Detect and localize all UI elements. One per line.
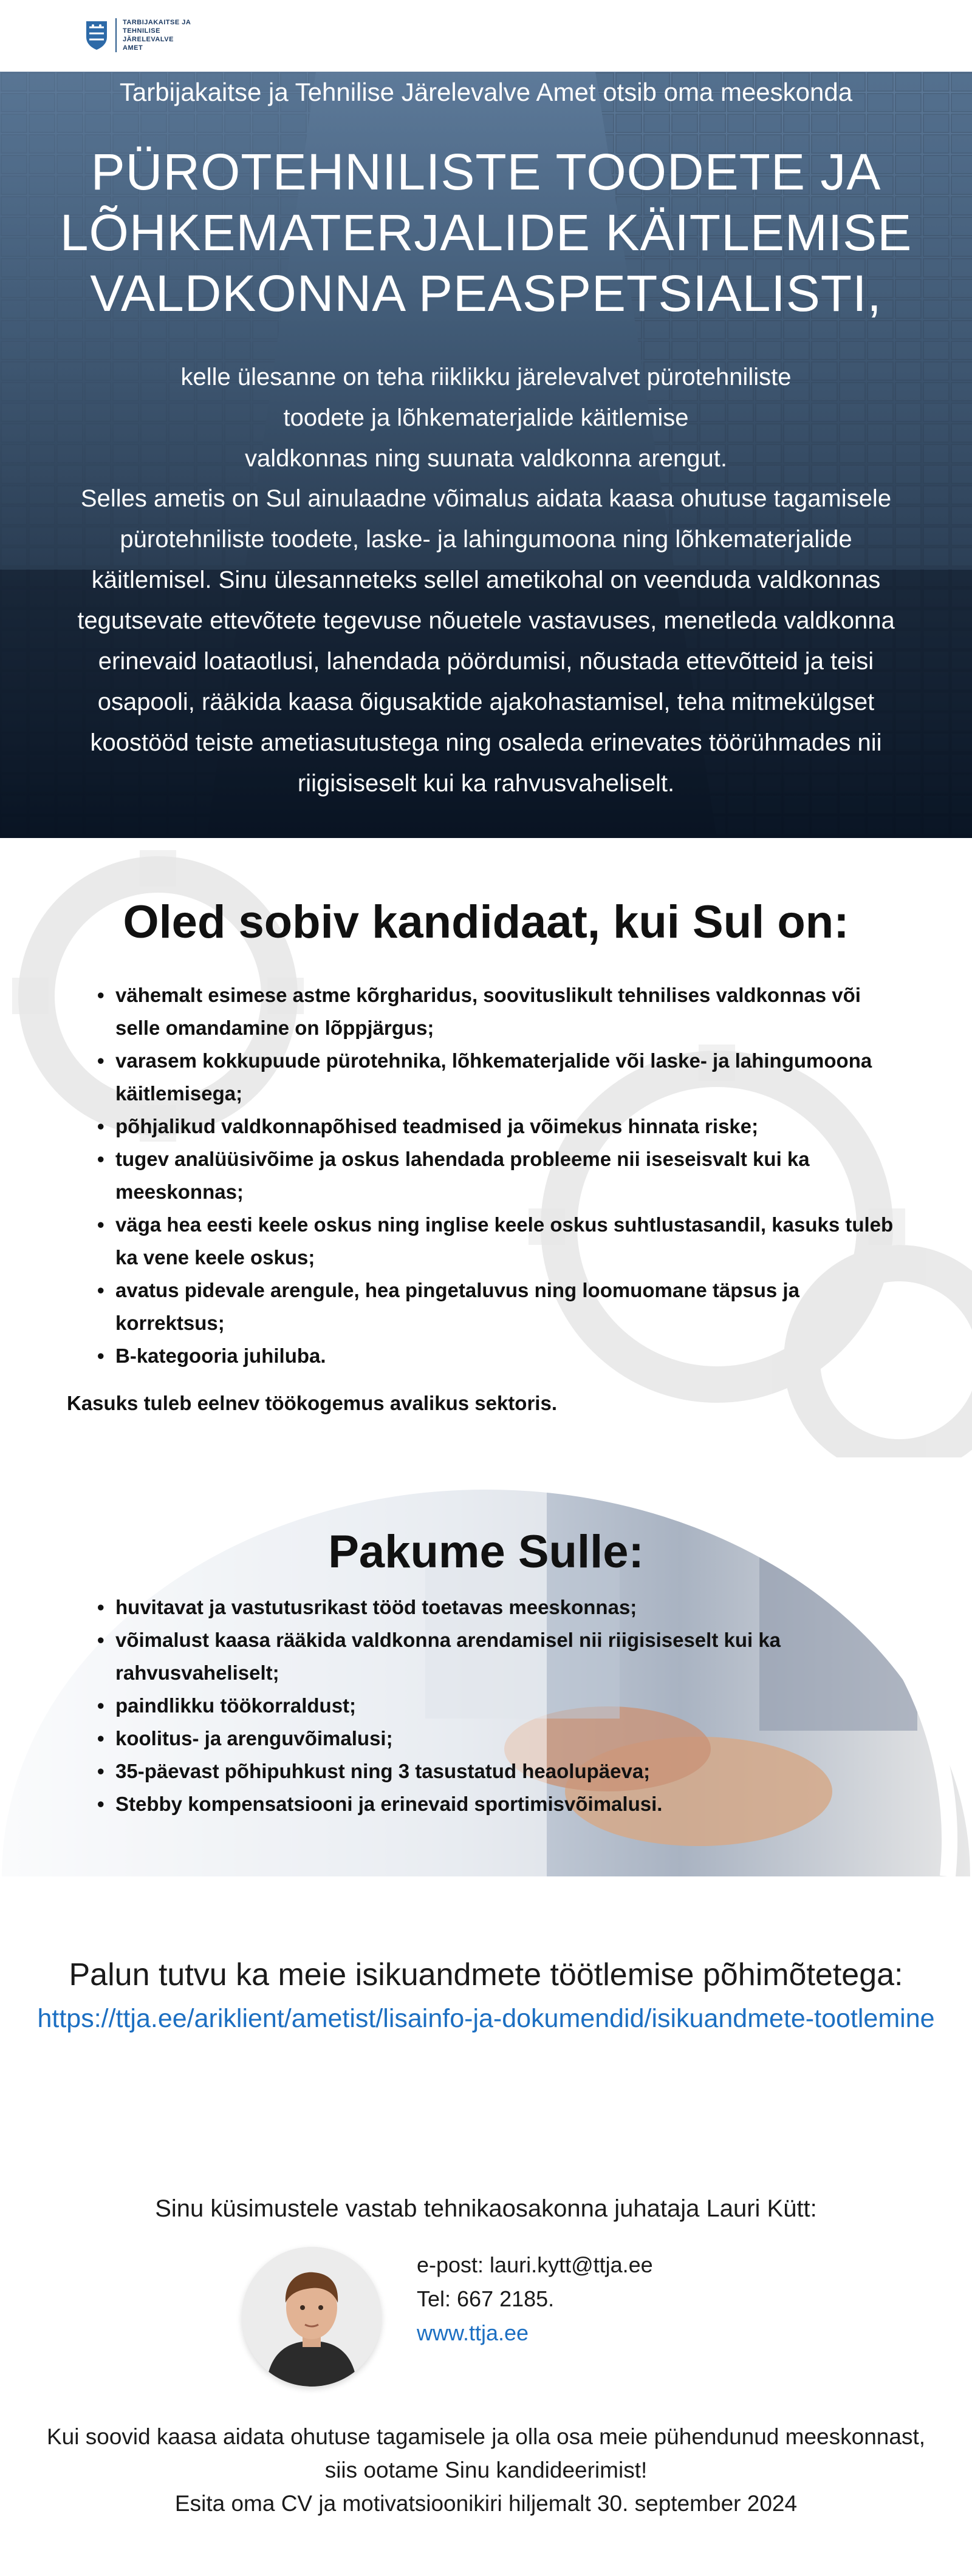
description-line: pürotehniliste toodete, laske- ja lahingumoona ning lõhkematerjalide — [120, 526, 852, 553]
top-bar — [0, 0, 972, 72]
list-item: • tugev analüüsivõime ja oskus lahendada probleeme nii iseseisvalt kui ka meeskonnas; — [97, 1143, 899, 1208]
closing-line: siis ootame Sinu kandideerimist! — [324, 2458, 648, 2482]
contact-email[interactable]: e-post: lauri.kytt@ttja.ee — [417, 2252, 653, 2277]
hero-lead — [146, 357, 826, 479]
list-item: • avatus pidevale arengule, hea pingetaluvus ning loomuomane täpsus ja korrektsus; — [97, 1274, 899, 1340]
list-item: • põhjalikud valdkonnapõhised teadmised ja võimekus hinnata riske; — [97, 1110, 899, 1143]
description-line: erinevaid loataotlusi, lahendada pöördumisi, nõustada ettevõtteid ja teisi — [98, 648, 874, 675]
logo-line: TARBIJAKAITSE JA — [123, 19, 191, 26]
job-title — [49, 141, 923, 324]
requirements-list — [97, 979, 899, 1372]
job-title-line: PÜROTEHNILISTE TOODETE JA — [91, 143, 881, 200]
closing-line: Kui soovid kaasa aidata ohutuse tagamisele ja olla osa meie pühendunud meeskonnast, — [46, 2424, 926, 2449]
description-line: riigisiseselt kui ka rahvusvaheliselt. — [297, 770, 675, 797]
contact-heading: Sinu küsimustele vastab tehnikaosakonna juhataja Lauri Kütt: — [155, 2195, 817, 2222]
hero-section — [0, 72, 972, 838]
offer-heading: Pakume Sulle: — [328, 1526, 644, 1578]
lead-line: toodete ja lõhkematerjalide käitlemise — [283, 404, 689, 431]
lead-line: kelle ülesanne on teha riiklikku järelevalvet pürotehniliste — [180, 364, 792, 390]
coat-of-arms-icon — [85, 20, 108, 50]
list-item: • vähemalt esimese astme kõrgharidus, soovituslikult tehnilises valdkonnas või selle omandamine on lõppjärgus; — [97, 979, 899, 1044]
list-item: • 35-päevast põhipuhkust ning 3 tasustatud heaolupäeva; — [97, 1755, 826, 1788]
job-description — [30, 479, 942, 804]
description-line: koostööd teiste ametiasutustega ning osaleda erinevates töörühmades nii — [90, 729, 882, 756]
contact-avatar — [242, 2247, 382, 2387]
contact-details — [417, 2248, 653, 2350]
list-item: • varasem kokkupuude pürotehnika, lõhkematerjalide või laske- ja lahingumoona käitlemisega; — [97, 1044, 899, 1110]
list-item: • B-kategooria juhiluba. — [97, 1340, 899, 1372]
offer-list — [97, 1591, 826, 1821]
logo-line: AMET — [123, 44, 143, 52]
ttja-logo[interactable] — [85, 18, 208, 52]
list-item: • väga hea eesti keele oskus ning inglise keele oskus suhtlustasandil, kasuks tuleb ka vene keele oskus; — [97, 1208, 899, 1274]
logo-wordmark — [115, 18, 208, 52]
requirements-heading: Oled sobiv kandidaat, kui Sul on: — [123, 896, 849, 948]
contact-phone: Tel: 667 2185. — [417, 2286, 555, 2311]
privacy-policy-link[interactable]: https://ttja.ee/ariklient/ametist/lisainfo-ja-dokumendid/isikuandmete-tootlemine — [37, 2004, 935, 2033]
description-line: käitlemisel. Sinu ülesanneteks sellel ametikohal on veenduda valdkonnas — [91, 567, 881, 593]
person-portrait-image — [242, 2247, 382, 2387]
list-item: • Stebby kompensatsiooni ja erinevaid sportimisvõimalusi. — [97, 1788, 826, 1821]
closing-line: Esita oma CV ja motivatsioonikiri hiljemalt 30. september 2024 — [174, 2491, 798, 2516]
job-title-line: VALDKONNA PEASPETSIALISTI, — [90, 265, 882, 322]
offer-section — [0, 1488, 972, 1876]
description-line: Selles ametis on Sul ainulaadne võimalus aidata kaasa ohutuse tagamisele — [80, 485, 892, 512]
website-link[interactable]: www.ttja.ee — [417, 2320, 529, 2345]
privacy-heading: Palun tutvu ka meie isikuandmete töötlemise põhimõtetega: — [69, 1957, 903, 1992]
description-line: osapooli, rääkida kaasa õigusaktide ajakohastamisel, teha mitmekülgset — [97, 689, 875, 715]
requirements-section — [0, 838, 972, 1488]
closing-text — [0, 2420, 972, 2520]
list-item: • huvitavat ja vastutusrikast tööd toetavas meeskonnas; — [97, 1591, 826, 1624]
description-line: tegutsevate ettevõtete tegevuse nõuetele vastavuses, menetleda valdkonna — [77, 607, 895, 634]
job-title-line: LÕHKEMATERJALIDE KÄITLEMISE — [60, 204, 912, 261]
hero-subtitle: Tarbijakaitse ja Tehnilise Järelevalve Amet otsib oma meeskonda — [119, 78, 853, 106]
lead-line: valdkonnas ning suunata valdkonna arengut. — [245, 445, 727, 472]
requirements-note: Kasuks tuleb eelnev töökogemus avalikus sektoris. — [67, 1392, 557, 1414]
list-item: • koolitus- ja arenguvõimalusi; — [97, 1722, 826, 1755]
logo-line: TEHNILISE JÄRELEVALVE — [123, 27, 174, 43]
list-item: • võimalust kaasa rääkida valdkonna arendamisel nii riigisiseselt kui ka rahvusvaheliselt; — [97, 1624, 826, 1689]
list-item: • paindlikku töökorraldust; — [97, 1689, 826, 1722]
